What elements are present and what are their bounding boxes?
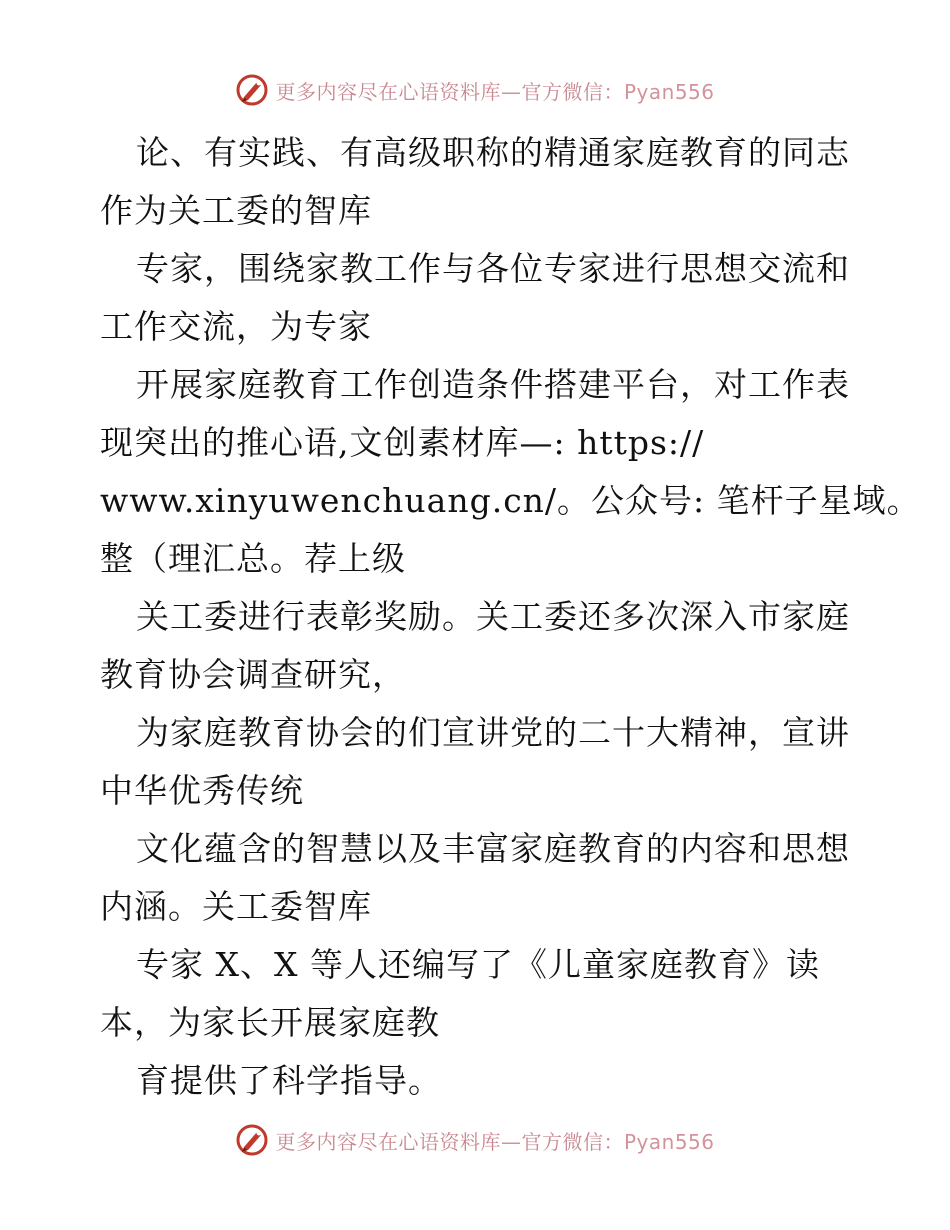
header-contact-id: Pyan556 xyxy=(623,79,715,104)
body-line: 专家 X、X 等人还编写了《儿童家庭教育》读 xyxy=(136,945,820,984)
body-line: 为家庭教育协会的们宣讲党的二十大精神，宣讲 xyxy=(136,713,850,752)
footer-watermark-text xyxy=(275,1126,714,1155)
body-line: 文化蕴含的智慧以及丰富家庭教育的内容和思想 xyxy=(136,829,850,868)
body-line: 专家，围绕家教工作与各位专家进行思想交流和 xyxy=(136,249,850,288)
body-line: 教育协会调查研究， xyxy=(100,655,406,694)
body-line: 开展家庭教育工作创造条件搭建平台，对工作表 xyxy=(136,365,850,404)
header-watermark-text xyxy=(275,76,714,105)
header-watermark xyxy=(0,70,950,110)
footer-separator: — xyxy=(500,1129,522,1154)
body-line: 整（理汇总。荐上级 xyxy=(100,539,406,578)
header-brand: 更多内容尽在心语资料库 xyxy=(275,79,501,104)
footer-brand: 更多内容尽在心语资料库 xyxy=(275,1129,501,1154)
footer-contact-label: 官方微信： xyxy=(521,1129,624,1154)
body-line: www.xinyuwenchuang.cn/。公众号: 笔杆子星域。 xyxy=(100,481,921,520)
footer-watermark xyxy=(0,1120,950,1160)
body-line: 工作交流，为专家 xyxy=(100,307,372,346)
brand-logo-icon xyxy=(235,1123,269,1157)
body-line: 本，为家长开展家庭教 xyxy=(100,1003,440,1042)
header-separator: — xyxy=(500,79,522,104)
body-line: 育提供了科学指导。 xyxy=(136,1061,442,1100)
body-line: 内涵。关工委智库 xyxy=(100,887,372,926)
brand-logo-icon xyxy=(235,73,269,107)
header-contact-label: 官方微信： xyxy=(521,79,624,104)
body-line: 论、有实践、有高级职称的精通家庭教育的同志 xyxy=(136,133,850,172)
body-line: 现突出的推心语,文创素材库—: https:// xyxy=(100,423,705,462)
footer-contact-id: Pyan556 xyxy=(623,1129,715,1154)
body-line: 作为关工委的智库 xyxy=(100,191,372,230)
document-body xyxy=(100,124,921,1110)
body-line: 关工委进行表彰奖励。关工委还多次深入市家庭 xyxy=(136,597,850,636)
body-line: 中华优秀传统 xyxy=(100,771,304,810)
